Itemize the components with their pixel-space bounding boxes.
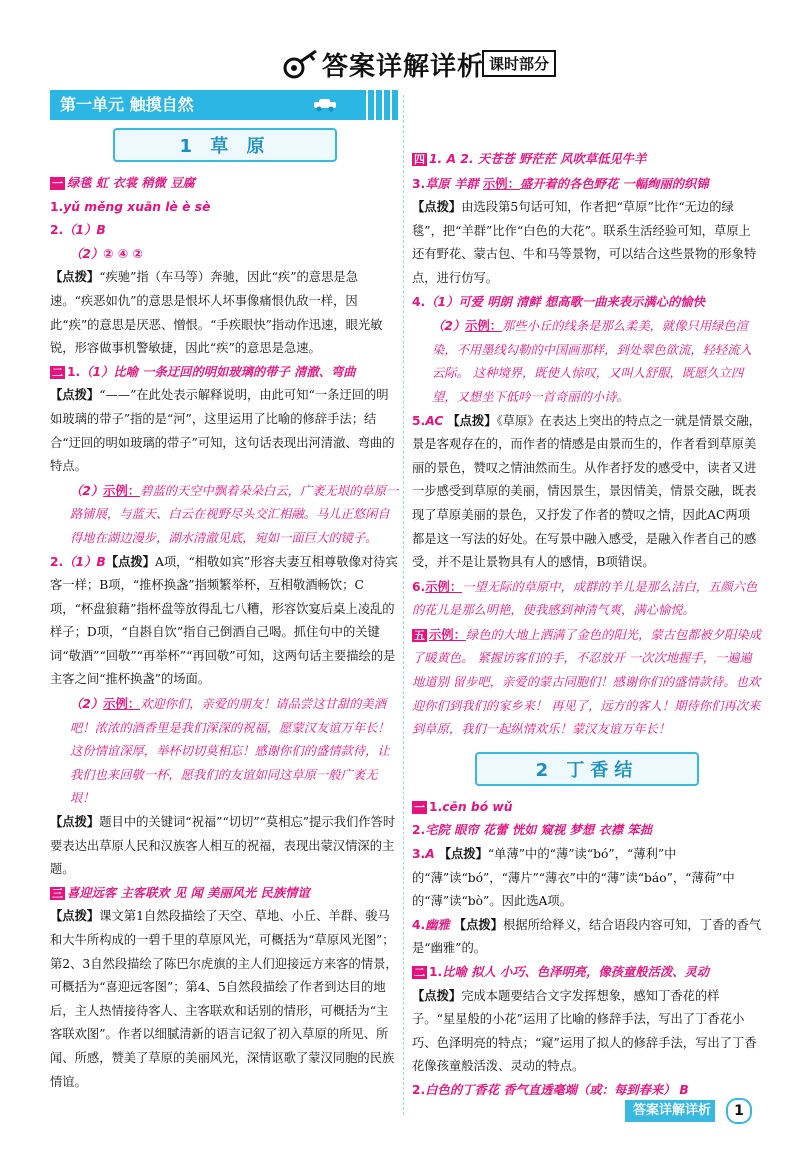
column-divider (403, 95, 404, 1115)
tip-paragraph: 【点拨】题目中的关键词“祝福”“切切”“莫相忘”提示我们作答时要表达出草原人民和汉族客人相互的祝福，表现出蒙汉情深的主题。 (50, 815, 396, 877)
answer-line: 2.（1）B (50, 223, 106, 238)
car-icon (312, 98, 338, 112)
answer-paragraph: 2.（1）B【点拨】A项，“相敬如宾”形容夫妻互相尊敬像对待宾客一样；B项，“推杯换盏”指频繁举杯，互相敬酒畅饮；C项，“杯盘狼藉”指杯盘等放得乱七八糟，形容饮宴后桌上凌乱的样子；D项，“自斟自饮”指自己倒酒自己喝。抓住句中的关键词“敬酒”“回敬”“再举杯”“再回敬”可知，这两句话主要描绘的是主客之间“推杯换盏”的场面。 (50, 554, 398, 687)
answer-line: 3.草原 羊群 示例：盛开着的各色野花 一幅绚丽的织锦 (412, 175, 709, 191)
footer-label: 答案详解详析 (625, 1100, 715, 1122)
answer-paragraph: 五 示例：绿色的大地上洒满了金色的阳光，蒙古包都被夕阳染成了暖黄色。 紧握访客们的手，不忍放开 一次次地握手，一遍遍地道别 留步吧，亲爱的蒙古同胞们！感谢你们的盛情款待。也欢迎你们到我们的家乡来！ 再见了，远方的客人！期待你们再次来到草原，我们一起纵情欢乐！蒙汉友谊万年长！ (412, 626, 762, 737)
tip-paragraph: 【点拨】完成本题要结合文字发挥想象，感知丁香花的样子。“星星般的小花”运用了比喻的修辞手法，写出了丁香花小巧、色泽明亮的特点；“窥”运用了拟人的修辞手法，写出了丁香花像孩童般活泼、灵动的特点。 (412, 988, 757, 1074)
lesson-2-title: 2 丁香结 (475, 752, 699, 786)
tip-paragraph: 【点拨】课文第1自然段描绘了天空、草地、小丘、羊群、骏马和大牛所构成的一碧千里的草原风光，可概括为“草原风光图”；第2、3自然段描绘了陈巴尔虎旗的主人们迎接远方来客的情景，可概括为“喜迎远客图”；第4、5自然段描绘了作者到达目的地后，主人热情接待客人、主客联欢和话别的情形，可概括为“主客联欢图”。作者以细腻清新的语言记叙了初入草原的所见、所闻、所感，赞美了草原的美丽风光，深情讴歌了蒙汉同胞的民族情谊。 (50, 909, 398, 1089)
answer-line: 2.宅院 眼帘 花蕾 恍如 窥视 梦想 衣襟 笨拙 (412, 823, 652, 838)
continued-text-spacer (412, 60, 762, 148)
answer-line: 2.白色的丁香花 香气直透毫端（或：每到春来） B (412, 1082, 689, 1097)
answer-paragraph: 5.AC 【点拨】《草原》在表达上突出的特点之一就是情景交融，景是客观存在的，而作者的情感是由景而生的，作者看到草原美丽的景色，赞叹之情油然而生。从作者抒发的感受中，读者又进一步感受到草原的美丽，情因景生，景因情美，情景交融，既表现了草原美丽的景色，又抒发了作者的赞叹之情，因此AC两项都是这一写法的好处。在写景中融入感受，是融入作者自己的感受，并不是让景物具有人的感情，B项错误。 (412, 413, 761, 570)
answer-paragraph: 6.示例：一望无际的草原中，成群的羊儿是那么洁白，五颜六色的花儿是那么明艳，使我感到神清气爽，满心愉悦。 (412, 578, 758, 618)
answer-line: 一 1.cēn bó wǔ (414, 799, 513, 814)
page-title: 答案详解详析 (322, 52, 485, 82)
tip-paragraph: 【点拨】由选段第5句话可知，作者把“草原”比作“无边的绿毯”，把“羊群”比作“白色的大花”。联系生活经验可知，草原上还有野花、蒙古包、牛和马等景物，可以结合这些景物的形象特点，进行仿写。 (412, 200, 757, 285)
tip-paragraph: 【点拨】“——”在此处表示解释说明，由此可知“一条迂回的明如玻璃的带子”指的是“河”，这里运用了比喻的修辞手法；结合“迂回的明如玻璃的带子”可知，这句话表现出河清澈、弯曲的特点。 (50, 388, 395, 474)
answer-line: 二 1.（1）比喻 一条迂回的明如玻璃的带子 清澈、弯曲 (52, 364, 356, 379)
section-label: 一 (52, 177, 63, 190)
key-icon (282, 48, 322, 82)
answer-line: 三 喜迎远客 主客联欢 见 闻 美丽风光 民族情谊 (52, 885, 310, 900)
answer-line: 一 绿毯 虹 衣裳 稍微 豆腐 (52, 176, 195, 190)
right-column (412, 60, 762, 1103)
answer-line: 1.yǔ měng xuān lè è sè (50, 199, 211, 214)
section-tag: 课时部分 (482, 50, 556, 77)
answer-paragraph: 3.A 【点拨】“单薄”中的“薄”读“bó”，“薄利”中的“薄”读“bó”，“薄片”“薄衣”中的“薄”读“báo”，“薄荷”中的“薄”读“bò”。因此选A项。 (412, 847, 735, 909)
answer-line: 四 1. A 2. 天苍苍 野茫茫 风吹草低见牛羊 (414, 152, 647, 166)
unit-banner (50, 90, 400, 120)
answer-paragraph: （2）示例：碧蓝的天空中飘着朵朵白云，广袤无垠的草原一路铺展，与蓝天、白云在视野尽头交汇相融。马儿正悠闲自得地在湖边漫步，湖水清澈见底，宛如一面巨大的镜子。 (70, 482, 399, 545)
banner-stripes (360, 90, 400, 120)
answer-paragraph: （2）示例：那些小丘的线条是那么柔美，就像只用绿色渲染，不用墨线勾勒的中国画那样，到处翠色欲流，轻轻流入云际。 这种境界，既使人惊叹，又叫人舒服，既愿久立四望，又想坐下低吟一首奇丽的小诗。 (432, 318, 752, 404)
left-column (50, 90, 400, 1094)
tip-paragraph: 【点拨】“疾驰”指（车马等）奔驰，因此“疾”的意思是急速。“疾恶如仇”的意思是恨坏人坏事像痛恨仇敌一样，因此“疾”的意思是厌恶、憎恨。“手疾眼快”指动作迅速，眼光敏锐，形容做事机警敏捷，因此“疾”的意思是急速。 (50, 270, 383, 356)
answer-line: （2）② ④ ② (70, 246, 143, 261)
answer-line: 二 1.比喻 拟人 小巧、色泽明亮，像孩童般活泼、灵动 (414, 965, 710, 979)
answer-line: 4.（1）可爱 明朗 清鲜 想高歌一曲来表示满心的愉快 (412, 294, 705, 309)
unit-title: 第一单元 触摸自然 (60, 95, 194, 114)
answer-paragraph: （2）示例：欢迎你们，亲爱的朋友！请品尝这甘甜的美酒吧！浓浓的酒香里是我们深深的祝福，愿蒙汉友谊万年长！ 这份情谊深厚，举杯切切莫相忘！感谢你们的盛情款待，让我们也来回敬一杯，愿我们的友谊如同这草原一般广袤无垠！ (70, 696, 390, 806)
page-number: 1 (726, 1098, 752, 1124)
answer-paragraph: 4.幽雅 【点拨】根据所给释义，结合语段内容可知，丁香的香气是“幽雅”的。 (412, 917, 762, 956)
lesson-1-title: 1 草 原 (113, 128, 337, 162)
